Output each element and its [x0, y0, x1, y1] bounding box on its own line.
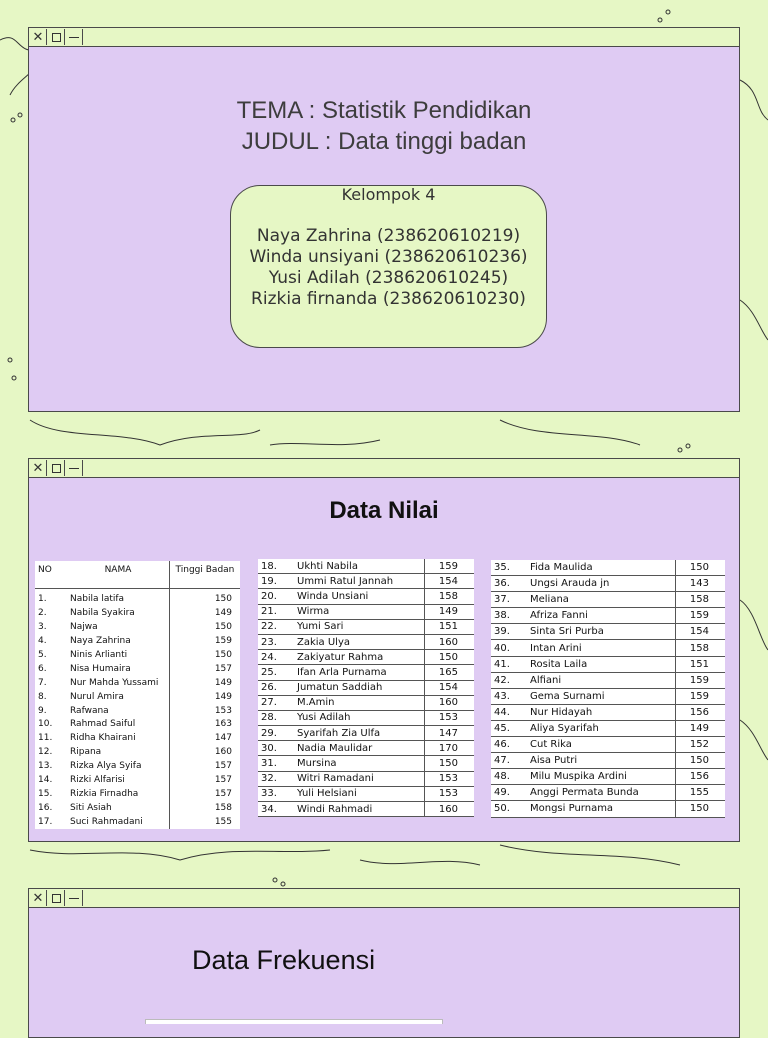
- table-row: [258, 756, 474, 771]
- cell-name: Anggi Permata Bunda: [527, 785, 675, 801]
- cell-name: Nur Hidayah: [527, 704, 675, 720]
- cell-height: 154: [425, 680, 474, 695]
- table-row: [258, 710, 474, 725]
- cell-height: 158: [425, 589, 474, 604]
- cell-name: Naya Zahrina: [67, 635, 169, 649]
- table-row: [35, 635, 240, 649]
- cell-name: Ridha Khairani: [67, 732, 169, 746]
- cell-no: 21.: [258, 604, 294, 619]
- cell-height: 159: [214, 636, 232, 647]
- cell-name: Afriza Fanni: [527, 608, 675, 624]
- cell-no: 35.: [491, 560, 527, 576]
- cell-height: 149: [425, 604, 474, 619]
- cell-name: Nadia Maulidar: [294, 741, 425, 756]
- cell-no: 15.: [38, 788, 53, 799]
- cell-height: 156: [675, 769, 725, 785]
- cell-height: 151: [425, 619, 474, 634]
- table-row: [491, 672, 725, 688]
- cell-height: 154: [675, 624, 725, 640]
- cell-name: Mursina: [294, 756, 425, 771]
- cell-name: Siti Asiah: [67, 801, 169, 815]
- cell-name: Zakiyatur Rahma: [294, 650, 425, 665]
- cell-name: Windi Rahmadi: [294, 802, 425, 817]
- close-icon[interactable]: ✕: [30, 890, 47, 906]
- cell-height: 157: [214, 775, 232, 786]
- cell-height: 158: [214, 802, 232, 813]
- cell-no: 29.: [258, 726, 294, 741]
- cell-height: 155: [675, 785, 725, 801]
- cell-name: Rahmad Saiful: [67, 718, 169, 732]
- cell-no: 25.: [258, 665, 294, 680]
- table-row: [258, 619, 474, 634]
- cell-no: 6.: [38, 663, 47, 674]
- table-row: [491, 704, 725, 720]
- cell-name: Gema Surnami: [527, 688, 675, 704]
- member-item: Winda unsiyani (238620610236): [249, 247, 528, 267]
- data-table-3: [491, 560, 725, 818]
- cell-name: Wirma: [294, 604, 425, 619]
- cell-no: 8.: [38, 691, 47, 702]
- cell-name: M.Amin: [294, 695, 425, 710]
- table-row: [35, 801, 240, 815]
- cell-no: 34.: [258, 802, 294, 817]
- cell-no: 19.: [258, 574, 294, 589]
- table-row: [35, 662, 240, 676]
- cell-height: 150: [214, 622, 232, 633]
- cell-height: 157: [214, 788, 232, 799]
- cell-no: 50.: [491, 801, 527, 817]
- cell-name: Nisa Humaira: [67, 662, 169, 676]
- cell-height: 153: [214, 705, 232, 716]
- cell-name: Witri Ramadani: [294, 771, 425, 786]
- cell-no: 11.: [38, 733, 53, 744]
- cell-name: Alfiani: [527, 672, 675, 688]
- table-row: [35, 787, 240, 801]
- minimize-icon[interactable]: [66, 29, 83, 45]
- cell-name: Ninis Arlianti: [67, 649, 169, 663]
- cell-name: Aliya Syarifah: [527, 720, 675, 736]
- cell-no: 48.: [491, 769, 527, 785]
- cell-no: 38.: [491, 608, 527, 624]
- table-row: [491, 688, 725, 704]
- cell-height: 147: [425, 726, 474, 741]
- cell-no: 45.: [491, 720, 527, 736]
- minimize-icon[interactable]: [66, 460, 83, 476]
- cell-no: 41.: [491, 656, 527, 672]
- minimize-icon[interactable]: [66, 890, 83, 906]
- cell-height: 160: [425, 695, 474, 710]
- cell-no: 3.: [38, 622, 47, 633]
- cell-name: Intan Arini: [527, 640, 675, 656]
- cell-height: 160: [425, 802, 474, 817]
- cell-name: Syarifah Zia Ulfa: [294, 726, 425, 741]
- cell-no: 4.: [38, 636, 47, 647]
- cell-name: Yusi Adilah: [294, 710, 425, 725]
- table-row: [258, 786, 474, 801]
- data-frekuensi-title: Data Frekuensi: [192, 945, 376, 975]
- cell-name: Sinta Sri Purba: [527, 624, 675, 640]
- cell-no: 49.: [491, 785, 527, 801]
- table-row: [35, 815, 240, 829]
- table-row: [491, 720, 725, 736]
- table-row: [491, 801, 725, 817]
- cell-height: 170: [425, 741, 474, 756]
- cell-height: 159: [675, 672, 725, 688]
- table-row: [35, 732, 240, 746]
- window-titlebar: [29, 28, 739, 47]
- cell-name: Winda Unsiani: [294, 589, 425, 604]
- cell-name: Cut Rika: [527, 737, 675, 753]
- title-slide-window: [28, 27, 740, 412]
- cell-no: 46.: [491, 737, 527, 753]
- cell-no: 12.: [38, 747, 53, 758]
- cell-name: Fida Maulida: [527, 560, 675, 576]
- table-row: [258, 589, 474, 604]
- cell-no: 37.: [491, 592, 527, 608]
- table-row: [258, 559, 474, 574]
- cell-no: 24.: [258, 650, 294, 665]
- group-label: Kelompok 4: [341, 185, 436, 204]
- table-row: [258, 574, 474, 589]
- table-row: [35, 690, 240, 704]
- cell-no: 31.: [258, 756, 294, 771]
- cell-no: 1.: [38, 594, 47, 605]
- judul-heading: JUDUL : Data tinggi badan: [241, 128, 527, 155]
- cell-no: 13.: [38, 761, 53, 772]
- cell-height: 154: [425, 574, 474, 589]
- cell-no: 5.: [38, 650, 47, 660]
- maximize-icon[interactable]: [48, 890, 65, 906]
- member-item: Rizkia firnanda (238620610230): [251, 289, 526, 309]
- cell-no: 20.: [258, 589, 294, 604]
- table-row: [491, 624, 725, 640]
- cell-height: 150: [214, 594, 232, 605]
- cell-name: Ripana: [67, 746, 169, 760]
- cell-name: Ungsi Arauda jn: [527, 576, 675, 592]
- cell-no: 36.: [491, 576, 527, 592]
- table-row: [258, 665, 474, 680]
- maximize-icon[interactable]: [48, 460, 65, 476]
- table-row: [491, 753, 725, 769]
- cell-no: 2.: [38, 608, 47, 619]
- data-frekuensi-window: [28, 888, 740, 1038]
- cell-no: 32.: [258, 771, 294, 786]
- table-row: [258, 802, 474, 817]
- close-icon[interactable]: ✕: [30, 460, 47, 476]
- table-row: [258, 650, 474, 665]
- cell-name: Ukhti Nabila: [294, 559, 425, 574]
- table-row: [491, 656, 725, 672]
- cell-height: 156: [675, 704, 725, 720]
- cell-no: 47.: [491, 753, 527, 769]
- cell-no: 7.: [38, 677, 47, 688]
- cell-name: Milu Muspika Ardini: [527, 769, 675, 785]
- cell-no: 9.: [38, 705, 47, 716]
- frequency-table-top: [145, 1019, 443, 1024]
- cell-height: 149: [214, 608, 232, 619]
- table-row: [35, 718, 240, 732]
- cell-no: 40.: [491, 640, 527, 656]
- table-row: [491, 560, 725, 576]
- cell-height: 155: [214, 816, 232, 827]
- cell-height: 149: [675, 720, 725, 736]
- table-row: [491, 576, 725, 592]
- cell-name: Nabila latifa: [67, 589, 169, 607]
- cell-height: 160: [425, 634, 474, 649]
- cell-height: 165: [425, 665, 474, 680]
- cell-height: 150: [675, 560, 725, 576]
- table-row: [491, 640, 725, 656]
- cell-name: Rizki Alfarisi: [67, 774, 169, 788]
- table-row: [491, 785, 725, 801]
- cell-no: 33.: [258, 786, 294, 801]
- cell-name: Yumi Sari: [294, 619, 425, 634]
- cell-height: 159: [675, 608, 725, 624]
- table-row: [491, 608, 725, 624]
- cell-height: 157: [214, 761, 232, 772]
- cell-no: 14.: [38, 775, 53, 786]
- table-row: [35, 774, 240, 788]
- member-item: Naya Zahrina (238620610219): [256, 226, 521, 246]
- cell-height: 158: [675, 592, 725, 608]
- data-nilai-window: [28, 458, 740, 842]
- cell-no: 22.: [258, 619, 294, 634]
- table-row: [258, 680, 474, 695]
- cell-no: 28.: [258, 710, 294, 725]
- table-row: [258, 634, 474, 649]
- table-row: [491, 769, 725, 785]
- cell-name: Ifan Arla Purnama: [294, 665, 425, 680]
- cell-height: 159: [675, 688, 725, 704]
- table-row: [35, 746, 240, 760]
- cell-no: 18.: [258, 559, 294, 574]
- cell-name: Meliana: [527, 592, 675, 608]
- maximize-icon[interactable]: [48, 29, 65, 45]
- cell-height: 149: [214, 677, 232, 688]
- cell-name: Rosita Laila: [527, 656, 675, 672]
- cell-name: Rizka Alya Syifa: [67, 760, 169, 774]
- cell-height: 151: [675, 656, 725, 672]
- group-card: [230, 185, 547, 348]
- cell-no: 26.: [258, 680, 294, 695]
- window-titlebar: [29, 889, 739, 908]
- tema-heading: TEMA : Statistik Pendidikan: [236, 97, 532, 124]
- table-row: [35, 676, 240, 690]
- cell-height: 150: [675, 753, 725, 769]
- table-row: [491, 592, 725, 608]
- cell-no: 23.: [258, 634, 294, 649]
- cell-name: Najwa: [67, 621, 169, 635]
- cell-name: Nur Mahda Yussami: [67, 676, 169, 690]
- cell-height: 152: [675, 737, 725, 753]
- cell-no: 43.: [491, 688, 527, 704]
- cell-name: Nurul Amira: [67, 690, 169, 704]
- cell-height: 157: [214, 663, 232, 674]
- table-row: [491, 737, 725, 753]
- cell-no: 17.: [38, 816, 53, 827]
- cell-no: 10.: [38, 719, 53, 730]
- cell-no: 16.: [38, 802, 53, 813]
- cell-height: 159: [425, 559, 474, 574]
- data-table-2: [258, 559, 474, 817]
- cell-height: 158: [675, 640, 725, 656]
- table-row: [35, 621, 240, 635]
- window-titlebar: [29, 459, 739, 478]
- cell-height: 150: [675, 801, 725, 817]
- cell-name: Rafwana: [67, 704, 169, 718]
- cell-name: Nabila Syakira: [67, 607, 169, 621]
- col-header-nama: NAMA: [67, 561, 169, 589]
- cell-name: Zakia Ulya: [294, 634, 425, 649]
- cell-height: 163: [214, 719, 232, 730]
- cell-no: 30.: [258, 741, 294, 756]
- table-row: [258, 771, 474, 786]
- table-row: [35, 589, 240, 607]
- table-row: [35, 704, 240, 718]
- cell-no: 39.: [491, 624, 527, 640]
- cell-height: 143: [675, 576, 725, 592]
- cell-height: 153: [425, 786, 474, 801]
- table-row: [35, 649, 240, 663]
- data-nilai-title: Data Nilai: [329, 497, 439, 524]
- cell-name: Jumatun Saddiah: [294, 680, 425, 695]
- cell-height: 160: [214, 747, 232, 758]
- cell-name: Aisa Putri: [527, 753, 675, 769]
- cell-height: 150: [214, 650, 232, 660]
- table-row: [35, 760, 240, 774]
- col-header-no: NO: [38, 565, 52, 575]
- cell-height: 149: [214, 691, 232, 702]
- cell-height: 153: [425, 771, 474, 786]
- cell-height: 147: [214, 733, 232, 744]
- cell-no: 44.: [491, 704, 527, 720]
- cell-name: Mongsi Purnama: [527, 801, 675, 817]
- member-item: Yusi Adilah (238620610245): [268, 268, 509, 288]
- table-row: [258, 695, 474, 710]
- cell-height: 153: [425, 710, 474, 725]
- cell-height: 150: [425, 650, 474, 665]
- table-row: [258, 726, 474, 741]
- col-header-tinggi: Tinggi Badan: [175, 565, 235, 575]
- cell-name: Rizkia Firnadha: [67, 787, 169, 801]
- table-row: [258, 604, 474, 619]
- table-row: [35, 607, 240, 621]
- cell-no: 42.: [491, 672, 527, 688]
- data-table-1: [35, 561, 240, 829]
- cell-name: Yuli Helsiani: [294, 786, 425, 801]
- cell-height: 150: [425, 756, 474, 771]
- table-row: [258, 741, 474, 756]
- close-icon[interactable]: ✕: [30, 29, 47, 45]
- cell-name: Suci Rahmadani: [67, 815, 169, 829]
- cell-no: 27.: [258, 695, 294, 710]
- cell-name: Ummi Ratul Jannah: [294, 574, 425, 589]
